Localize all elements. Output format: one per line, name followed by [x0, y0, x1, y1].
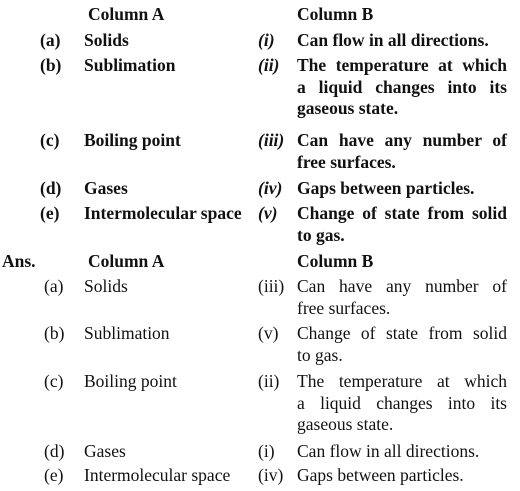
answer-row-letter: (d): [44, 441, 65, 461]
definition-line: Change of state from solid: [297, 203, 507, 223]
question-column-b-heading: Column B: [297, 4, 374, 24]
answer-row-roman: (iv): [258, 465, 284, 485]
definition-line: gaseous state.: [297, 414, 394, 434]
question-row-letter: (a): [40, 30, 61, 50]
question-row-roman: (iii): [258, 130, 285, 150]
answer-row-letter: (a): [44, 276, 64, 296]
question-row-roman: (ii): [258, 55, 280, 75]
question-row-letter: (e): [40, 203, 60, 223]
answer-row-definition: [297, 465, 507, 487]
answer-label: Ans.: [2, 251, 36, 271]
answer-row-roman: (i): [258, 441, 275, 461]
question-row-term: Boiling point: [84, 130, 181, 150]
answer-row-letter: (e): [44, 465, 64, 485]
definition-line: The temperature at which: [297, 371, 507, 391]
definition-line: a liquid changes into its: [297, 392, 507, 413]
answer-column-b-heading: Column B: [297, 251, 374, 271]
definition-line: a liquid changes into its: [297, 76, 507, 97]
question-row-term: Solids: [84, 30, 129, 50]
question-row-definition: [297, 30, 507, 52]
definition-line: gaseous state.: [297, 98, 399, 118]
definition-line: Gaps between particles.: [297, 465, 464, 485]
definition-line: Gaps between particles.: [297, 178, 475, 198]
question-row-definition: [297, 55, 507, 120]
definition-line: Change of state from solid: [297, 323, 507, 343]
question-row-letter: (c): [40, 130, 60, 150]
definition-line: The temperature at which: [297, 55, 507, 75]
definition-line: to gas.: [297, 344, 343, 365]
definition-line: Can have any number of: [297, 276, 507, 296]
answer-row-term: Intermolecular space: [84, 465, 231, 485]
answer-row-roman: (iii): [258, 276, 285, 296]
question-row-roman: (v): [258, 203, 278, 223]
definition-line: to gas.: [297, 224, 345, 245]
answer-row-term: Boiling point: [84, 371, 177, 391]
definition-line: Can have any number of: [297, 130, 507, 150]
answer-row-letter: (b): [44, 323, 65, 343]
question-row-letter: (d): [40, 178, 62, 198]
question-row-letter: (b): [40, 55, 62, 75]
question-row-term: Sublimation: [84, 55, 176, 75]
answer-row-definition: [297, 441, 507, 463]
answer-row-term: Solids: [84, 276, 128, 296]
definition-line: Can flow in all directions.: [297, 30, 489, 50]
answer-column-a-heading: Column A: [88, 251, 165, 271]
answer-row-definition: [297, 371, 507, 436]
question-row-definition: [297, 203, 507, 246]
answer-row-definition: [297, 276, 507, 319]
answer-row-definition: [297, 323, 507, 366]
question-column-a-heading: Column A: [88, 4, 165, 24]
question-row-roman: (i): [258, 30, 275, 50]
answer-row-letter: (c): [44, 371, 64, 391]
answer-row-roman: (ii): [258, 371, 280, 391]
definition-line: free surfaces.: [297, 151, 396, 172]
answer-row-term: Gases: [84, 441, 126, 461]
answer-row-term: Sublimation: [84, 323, 170, 343]
definition-line: Can flow in all directions.: [297, 441, 480, 461]
question-row-term: Gases: [84, 178, 128, 198]
definition-line: free surfaces.: [297, 297, 391, 318]
question-row-roman: (iv): [258, 178, 283, 198]
answer-row-roman: (v): [258, 323, 279, 343]
question-row-term: Intermolecular space: [84, 203, 242, 223]
question-row-definition: [297, 178, 507, 200]
question-row-definition: [297, 130, 507, 173]
